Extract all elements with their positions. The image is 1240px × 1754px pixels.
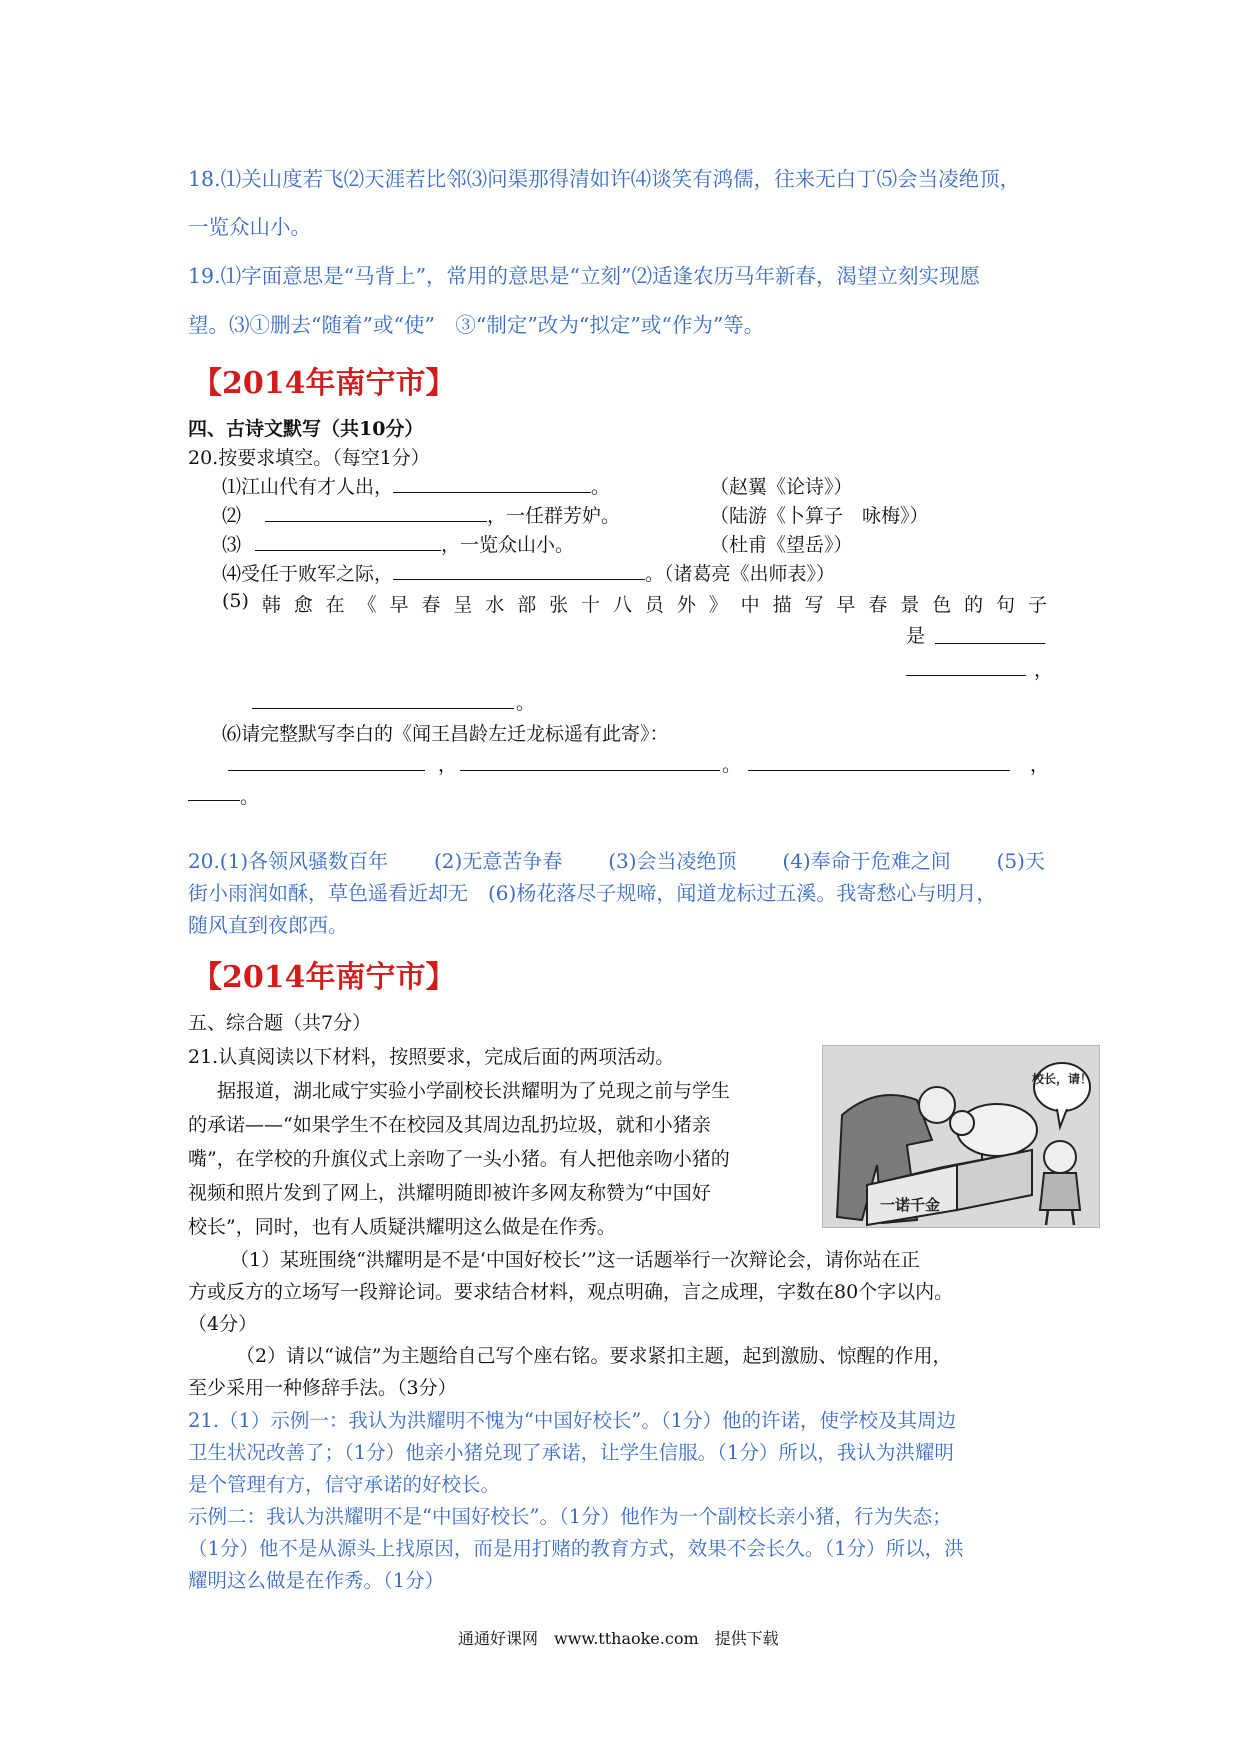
cartoon-illustration [822,1045,1100,1228]
q20-item5-end: 。 [516,692,536,714]
q20-item1 [222,472,610,499]
q20-item5-shi: 是 [906,625,926,647]
material-line1: 据报道，湖北咸宁实验小学副校长洪耀明为了兑现之前与学生 [217,1080,731,1102]
q20-item6-period: 。 [722,754,742,776]
q20-item6-prompt: ⑹请完整默写李白的《闻王昌龄左迁龙标遥有此寄》： [222,723,669,745]
q20-item4-source: 。（诸葛亮《出师表》） [645,563,836,585]
answer-18-line2: 一览众山小。 [188,215,311,239]
answer-21-line6: 耀明这么做是在作秀。（1分） [188,1569,445,1592]
answer-20-line3: 随风直到夜郎西。 [188,913,348,937]
footer-credit: 通通好课网 www.tthaoke.com 提供下载 [458,1629,779,1648]
answer-19-line1: 19.⑴字面意思是“马背上”，常用的意思是“立刻”⑵适逢农历马年新春，渴望立刻实现愿 [188,264,981,288]
answer-20-line2: 街小雨润如酥，草色遥看近却无 (6)杨花落尽子规啼，闻道龙标过五溪。我寄愁心与明月， [188,881,997,905]
answer-21-line5: （1分）他不是从源头上找原因，而是用打赌的教育方式，效果不会长久。（1分）所以，洪 [188,1537,964,1560]
cartoon-box-label: 一诺千金 [880,1196,941,1214]
q20-item6-blank4 [188,800,240,801]
section-heading-nanning-1: 【2014年南宁市】 [192,366,456,401]
task2-line1: （2）请以“诚信”为主题给自己写个座右铭。要求紧扣主题，起到激励、惊醒的作用， [236,1345,952,1367]
answer-20-line1: 20.(1)各领风骚数百年 (2)无意苦争春 (3)会当凌绝顶 (4)奉命于危难之间 (5)天 [188,849,1045,873]
part4-title: 四、古诗文默写（共10分） [188,418,424,440]
q20-item3-blank [255,549,441,551]
question-20-prompt: 20.按要求填空。（每空1分） [188,447,430,469]
q20-item3 [222,530,574,557]
section-heading-nanning-2: 【2014年南宁市】 [192,960,456,995]
q20-item1-blank [393,491,591,493]
q20-item5-line: (5) 韩 愈 在 《 早 春 呈 水 部 张 十 八 员 外 》 中 描 写 早 春 景 色 的 句 子 [222,590,1047,616]
question-21-prompt: 21.认真阅读以下材料，按照要求，完成后面的两项活动。 [188,1046,675,1068]
q20-item1-text: ⑴江山代有才人出， [222,476,394,498]
q20-item1-source: （赵翼《论诗》） [710,476,853,498]
task1-line2: 方或反方的立场写一段辩论词。要求结合材料，观点明确，言之成理，字数在80个字以内。 [188,1281,954,1303]
q20-item4-blank [393,578,645,580]
q20-item5-blank2 [906,675,1026,676]
answer-21-line4: 示例二：我认为洪耀明不是“中国好校长”。（1分）他作为一个副校长亲小猪，行为失态； [188,1505,952,1528]
q20-item6-blank2 [460,770,720,771]
material-line2: 的承诺——“如果学生不在校园及其周边乱扔垃圾，就和小猪亲 [188,1114,711,1136]
q20-item3-num: ⑶ [222,534,242,556]
q20-item6-blank3 [748,770,1010,771]
part5-title: 五、综合题（共7分） [188,1012,372,1034]
q20-item4-text: ⑷受任于败军之际， [222,563,394,585]
answer-21-line3: 是个管理有方，信守承诺的好校长。 [188,1473,501,1496]
answer-21-line1: 21.（1）示例一：我认为洪耀明不愧为“中国好校长”。（1分）他的许诺，使学校及其周边 [188,1409,957,1432]
q20-item1-end: 。 [591,476,611,498]
q20-item6-comma2: ， [1030,754,1050,776]
q20-item6-end: 。 [240,786,260,808]
q20-item2-source: （陆游《卜算子 咏梅》） [710,505,929,527]
q20-item2 [222,501,620,528]
q20-item6-comma1: ， [438,754,458,776]
q20-item3-text: ，一览众山小。 [441,534,575,556]
task1-line3: （4分） [188,1313,258,1335]
q20-item5-blank1 [935,643,1045,644]
q20-item4 [222,559,835,586]
task2-line2: 至少采用一种修辞手法。（3分） [188,1377,457,1399]
cartoon-bubble-text: 校长，请！ [1031,1072,1093,1086]
q20-item2-text: ，一任群芳妒。 [487,505,621,527]
q20-item2-blank [265,520,487,522]
material-line5: 校长”，同时，也有人质疑洪耀明这么做是在作秀。 [188,1216,616,1238]
q20-item5-comma: ， [1034,659,1054,681]
material-line3: 嘴”，在学校的升旗仪式上亲吻了一头小猪。有人把他亲吻小猪的 [188,1148,730,1170]
q20-item2-num: ⑵ [222,505,242,527]
q20-item3-source: （杜甫《望岳》） [710,534,853,556]
material-line4: 视频和照片发到了网上，洪耀明随即被许多网友称赞为“中国好 [188,1182,711,1204]
task1-line1: （1）某班围绕“洪耀明是不是‘中国好校长’”这一话题举行一次辩论会，请你站在正 [230,1249,920,1271]
answer-21-line2: 卫生状况改善了；（1分）他亲小猪兑现了承诺，让学生信服。（1分）所以，我认为洪耀明 [188,1441,954,1464]
q20-item5-blank3 [252,708,514,709]
answer-18-line1: 18.⑴关山度若飞⑵天涯若比邻⑶问渠那得清如许⑷谈笑有鸿儒，往来无白丁⑸会当凌绝顶， [188,167,1021,191]
answer-19-line2: 望。⑶①删去“随着”或“使” ③“制定”改为“拟定”或“作为”等。 [188,313,765,337]
q20-item6-blank1 [228,770,425,771]
